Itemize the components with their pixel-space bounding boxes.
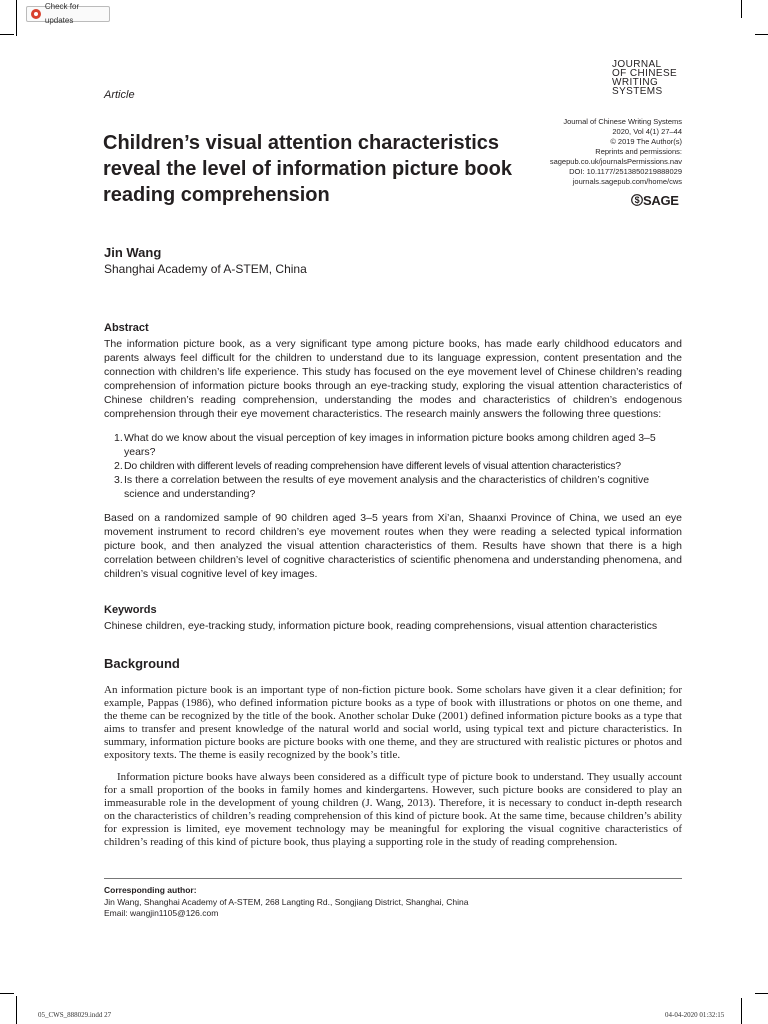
list-item-number: 1.	[114, 432, 123, 444]
crop-mark	[755, 34, 768, 35]
meta-journal-link[interactable]: journals.sagepub.com/home/cws	[572, 177, 682, 186]
author-affiliation: Shanghai Academy of A-STEM, China	[104, 262, 307, 276]
research-questions-list	[104, 431, 682, 501]
list-item-text: Do children with different levels of reading comprehension have different levels of visual attention characteristics?	[124, 460, 621, 472]
corresponding-author-details	[104, 897, 468, 919]
list-item-number: 3.	[114, 474, 123, 486]
crop-mark	[741, 998, 742, 1024]
list-item	[104, 473, 682, 501]
list-item-text: Is there a correlation between the results of eye movement analysis and the characteristics of children’s cognitive science and understanding?	[124, 474, 650, 500]
meta-reprints: Reprints and permissions:	[595, 147, 682, 156]
journal-logo-line: WRITING	[612, 77, 659, 88]
publication-meta	[548, 117, 682, 187]
corresponding-author-email[interactable]: Email: wangjin1105@126.com	[104, 908, 219, 918]
crop-mark	[0, 34, 14, 35]
sage-s-icon	[631, 194, 643, 206]
journal-logo-line: JOURNAL	[612, 59, 662, 70]
journal-logo-line: OF CHINESE	[612, 68, 678, 79]
article-title: Children’s visual attention characteristics reveal the level of information picture book reading comprehension	[103, 132, 512, 206]
footnote-divider	[104, 878, 682, 879]
footer-timestamp: 04-04-2020 01:32:15	[665, 1011, 725, 1019]
keywords-heading: Keywords	[104, 604, 157, 616]
sage-logo-text: SAGE	[643, 193, 679, 208]
keywords-text: Chinese children, eye-tracking study, information picture book, reading comprehensions, visual attention characteristics	[104, 620, 658, 632]
list-item-number: 2.	[114, 460, 123, 472]
crop-mark	[755, 993, 768, 994]
author-name: Jin Wang	[104, 245, 162, 260]
meta-copyright: © 2019 The Author(s)	[610, 137, 682, 146]
list-item	[104, 459, 682, 473]
crop-mark	[16, 0, 17, 36]
background-paragraph: Information picture books have always been considered as a difficult type of picture book to understand. They usually account for a small proportion of the books in family homes and kindergartens. However, such picture books are considered to play an immeasurable role in the development of young children (J. Wang, 2013). Therefore, it is necessary to conduct in-depth research on the characteristics of children’s reading comprehension of this kind of picture book. At the same time, because children’s ability for expression is limited, eye movement technology may be meaningful for exploring the visual cognitive characteristics of children’s reading of this kind of picture book, thus playing a supporting role in the study of reading comprehension.	[104, 771, 682, 849]
meta-permissions-link[interactable]: sagepub.co.uk/journalsPermissions.nav	[549, 157, 682, 166]
list-item-text: What do we know about the visual perception of key images in information picture books among children aged 3–5 years?	[124, 432, 656, 458]
svg-text:$: $	[634, 195, 640, 206]
crop-mark	[16, 996, 17, 1024]
list-item	[104, 431, 682, 459]
check-for-updates-label: Check for updates	[44, 2, 80, 25]
background-paragraph: An information picture book is an important type of non-fiction picture book. Some scholars have given it a clear definition; for example, Pappas (1986), who defined information picture books as a type of book with illustrations or photos on one theme, and the theme can be recognized by the title of the book. Another scholar Duke (2001) defined information picture books as a type that aims to transfer and present knowledge of the natural world and social world, using typical text and picture characteristics. In summary, information picture books are picture books with one theme, and they are structured with realistic pictures or photos and expository texts. The theme is easily recognized by the book’s title.	[104, 684, 682, 762]
update-icon	[31, 9, 41, 19]
meta-journal: Journal of Chinese Writing Systems	[563, 117, 682, 126]
abstract-paragraph: Based on a randomized sample of 90 children aged 3–5 years from Xi’an, Shaanxi Province of China, we used an eye movement instrument to record children’s eye movement routes when they were reading a selected typical information picture book, and then analyzed the visual attention characteristics of them. Results have shown that there is a high correlation between children’s level of cognitive characteristics of scientific phenomena and understanding phenomena, and children’s visual cognitive level of key images.	[104, 512, 682, 580]
abstract-paragraph: The information picture book, as a very significant type among picture books, has made early childhood educators and parents always feel difficult for the children to understand due to its language expression, content presentation and the connection with children’s life experience. This study has focused on the eye movement level of Chinese children’s reading comprehension of information picture books through an eye-tracking study, exploring the visual attention characteristics of Chinese children’s reading comprehension, understanding the modes and characteristics of children’s endogenous comprehension through their eye movement characteristics. The research mainly answers the following three questions:	[104, 338, 682, 420]
check-for-updates-button[interactable]	[26, 2, 110, 25]
meta-doi-link[interactable]: DOI: 10.1177/2513850219888029	[569, 167, 682, 176]
footer-file-slug: 05_CWS_888029.indd 27	[38, 1011, 112, 1019]
abstract-heading: Abstract	[104, 322, 149, 334]
background-heading: Background	[104, 656, 180, 671]
article-type-label: Article	[104, 89, 135, 101]
sage-logo	[631, 193, 679, 208]
crop-mark	[0, 993, 14, 994]
meta-volume: 2020, Vol 4(1) 27–44	[612, 127, 682, 136]
crop-mark	[741, 0, 742, 18]
journal-logo-line: SYSTEMS	[612, 86, 663, 97]
journal-logo	[612, 60, 677, 96]
corresponding-author-heading: Corresponding author:	[104, 885, 197, 895]
corresponding-author-address: Jin Wang, Shanghai Academy of A-STEM, 268 Langting Rd., Songjiang District, Shanghai, China	[104, 897, 469, 907]
